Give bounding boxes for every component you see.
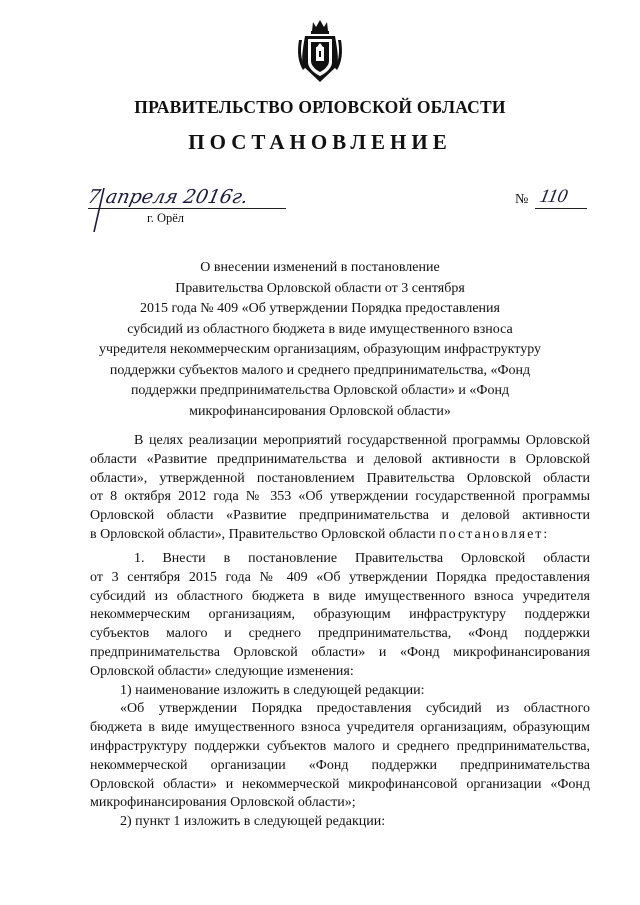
- text-line: субъектов малого и среднего предпринимательства, «Фонд поддержки: [90, 626, 590, 642]
- date-slash-stroke: [92, 188, 106, 232]
- text-line: области «Развитие предпринимательства и деловой активности в Орловской: [90, 451, 590, 467]
- subject-line: 2015 года № 409 «Об утверждении Порядка предоставления: [139, 301, 500, 316]
- subject-line: О внесении изменений в постановление: [200, 260, 440, 275]
- text-line: микрофинансирования Орловской области»;: [90, 795, 356, 811]
- text-line: В целях реализации мероприятий государственной программы Орловской: [134, 433, 590, 448]
- date-underline: [88, 208, 286, 209]
- subject-line: учредителя некоммерческим организациям, образующим инфраструктуру: [98, 342, 542, 357]
- subject-line: микрофинансирования Орловской области»: [189, 403, 451, 419]
- government-title: ПРАВИТЕЛЬСТВО ОРЛОВСКОЙ ОБЛАСТИ: [134, 97, 506, 117]
- item-1-paragraph: [90, 550, 590, 832]
- subject-line: Правительства Орловской области от 3 сентября: [175, 280, 465, 296]
- text-line: «Об утверждении Порядка предоставления субсидий из областного: [120, 701, 590, 717]
- text-line: инфраструктуру поддержки субъектов малого и среднего предпринимательства,: [90, 738, 590, 754]
- decree-word: постановляет:: [439, 526, 550, 542]
- text-line: некоммерческим организациям, образующим инфраструктуру поддержки: [90, 607, 590, 623]
- sub-item-1: 1) наименование изложить в следующей редакции:: [120, 682, 425, 698]
- text-line: Орловской области» и некоммерческой микрофинансовой организации «Фонд: [90, 776, 590, 792]
- text-line: Орловской области» следующие изменения:: [90, 663, 354, 679]
- document-subject: [80, 258, 560, 422]
- coat-of-arms-emblem: [297, 18, 343, 86]
- text-line: от 8 октября 2012 года № 353 «Об утверждении государственной программы: [90, 489, 590, 505]
- sub-item-2: 2) пункт 1 изложить в следующей редакции:: [120, 814, 386, 830]
- number-underline: [535, 208, 587, 209]
- text-line: [90, 526, 590, 545]
- text-fragment: в Орловской области», Правительство Орловской области: [90, 526, 440, 542]
- text-line: области», утвержденной постановлением Правительства Орловской области: [90, 470, 590, 486]
- text-line: субсидий из областного бюджета в виде имущественного взноса учредителя: [90, 588, 590, 604]
- preamble-paragraph: [90, 432, 590, 545]
- number-label: №: [515, 192, 529, 207]
- text-line: 1. Внести в постановление Правительства Орловской области: [134, 551, 590, 566]
- text-line: Орловской области «Развитие предпринимательства и деловой активности: [90, 508, 590, 524]
- subject-line: поддержки предпринимательства Орловской области» и «Фонд: [130, 383, 510, 398]
- text-line: предпринимательства Орловской области» и «Фонд микрофинансирования: [90, 644, 590, 660]
- number-handwritten: 110: [537, 186, 570, 207]
- text-line: некоммерческой организации «Фонд поддержки предпринимательства: [90, 757, 590, 773]
- text-line: от 3 сентября 2015 года № 409 «Об утверждении Порядка предоставления: [90, 569, 590, 585]
- date-handwritten: 7 апреля 2016г.: [85, 186, 251, 208]
- subject-line: поддержки субъектов малого и среднего предпринимательства, «Фонд: [109, 362, 531, 378]
- subject-line: субсидий из областного бюджета в виде имущественного взноса: [127, 321, 513, 337]
- city-label: г. Орёл: [147, 211, 185, 225]
- text-line: бюджета в виде имущественного взноса учредителя организациям, образующим: [90, 720, 590, 736]
- document-type-title: ПОСТАНОВЛЕНИЕ: [188, 130, 452, 154]
